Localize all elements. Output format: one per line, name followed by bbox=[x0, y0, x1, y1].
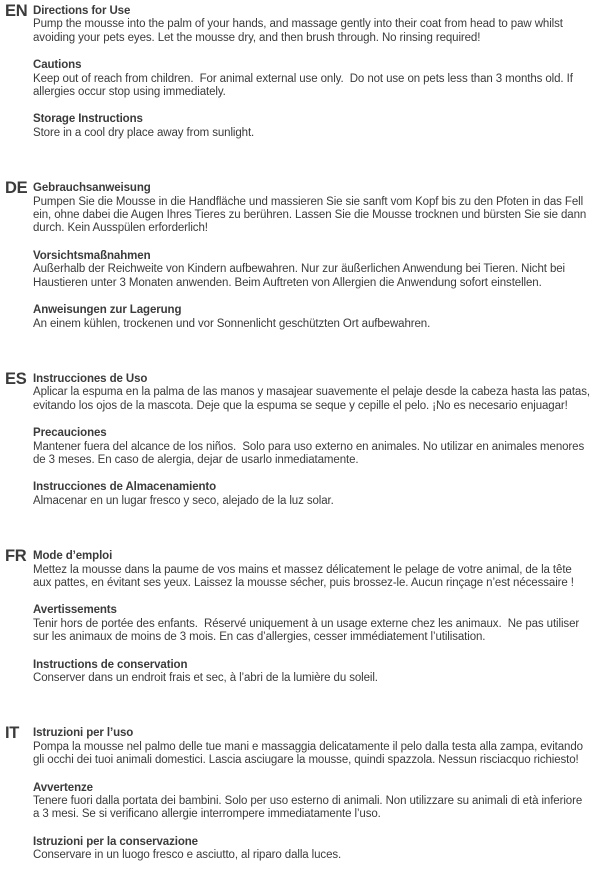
section-de bbox=[5, 179, 590, 331]
block-heading: Instrucciones de Uso bbox=[33, 372, 148, 385]
block-body: Pumpen Sie die Mousse in die Handfläche und massieren Sie sie sanft vom Kopf bis zu den Pfoten in das Fell ein, ohne dabei die Augen Ihres Tieres zu berühren. Lassen Sie die Mousse trocknen und bürsten Sie sie dann durch. Kein Ausspülen erforderlich! bbox=[33, 195, 590, 235]
directions-block bbox=[33, 5, 590, 45]
block-body: Store in a cool dry place away from sunlight. bbox=[33, 126, 255, 139]
block-body: Pompa la mousse nel palmo delle tue mani e massaggia delicatamente il pelo dalla testa alla zampa, evitando gli occhi dei tuoi animali domestici. Lascia asciugare la mousse, quindi spazzola. Nessun risciacquo richiesto! bbox=[33, 740, 587, 767]
block-heading: Avertissements bbox=[33, 604, 117, 617]
cautions-block bbox=[33, 59, 590, 99]
block-body: An einem kühlen, trockenen und vor Sonnenlicht geschützten Ort aufbewahren. bbox=[33, 317, 431, 330]
block-body: Mettez la mousse dans la paume de vos mains et massez délicatement le pelage de votre animal, de la tête aux pattes, en évitant ses yeux. Laissez la mousse sécher, puis brossez-le. Aucun rinçage n’est nécessaire ! bbox=[33, 563, 575, 589]
language-code-es: ES bbox=[5, 369, 27, 388]
block-heading: Anweisungen zur Lagerung bbox=[33, 304, 182, 317]
section-en bbox=[5, 2, 590, 140]
cautions-block bbox=[33, 782, 590, 822]
label-document bbox=[5, 2, 594, 863]
block-heading: Gebrauchsanweisung bbox=[33, 182, 151, 195]
section-it-content bbox=[28, 727, 590, 862]
section-it bbox=[5, 724, 590, 862]
section-es-content bbox=[28, 372, 594, 508]
block-heading: Cautions bbox=[33, 59, 82, 72]
block-body: Pump the mousse into the palm of your hands, and massage gently into their coat from head to paw whilst avoiding your pets eyes. Let the mousse dry, and then brush through. No rinsing required! bbox=[33, 18, 566, 44]
language-code-fr: FR bbox=[5, 547, 27, 566]
storage-block bbox=[33, 113, 590, 140]
cautions-block bbox=[33, 604, 590, 644]
block-heading: Instrucciones de Almacenamiento bbox=[33, 481, 217, 494]
cautions-block bbox=[33, 427, 590, 467]
block-heading: Avvertenze bbox=[33, 781, 93, 794]
storage-block bbox=[33, 304, 590, 331]
section-de-content bbox=[28, 182, 590, 331]
section-fr-content bbox=[28, 550, 590, 685]
directions-block bbox=[33, 372, 594, 413]
section-es bbox=[5, 369, 594, 508]
section-en-content bbox=[28, 5, 590, 140]
directions-block bbox=[33, 182, 590, 236]
block-heading: Storage Instructions bbox=[33, 113, 143, 126]
block-heading: Directions for Use bbox=[33, 5, 131, 17]
block-heading: Mode d’emploi bbox=[33, 550, 113, 563]
language-code-it: IT bbox=[5, 724, 20, 743]
storage-block bbox=[33, 659, 590, 686]
block-body: Außerhalb der Reichweite von Kindern aufbewahren. Nur zur äußerlichen Anwendung bei Tieren. Nicht bei Haustieren unter 3 Monaten anwenden. Beim Auftreten von Allergien die Anwendung sofort einstellen. bbox=[33, 263, 569, 289]
block-heading: Istruzioni per l’uso bbox=[33, 727, 134, 740]
block-body: Keep out of reach from children. For animal external use only. Do not use on pets less than 3 months old. If allergies occur stop using immediately. bbox=[33, 72, 576, 99]
block-heading: Istruzioni per la conservazione bbox=[33, 835, 198, 848]
block-body: Tenere fuori dalla portata dei bambini. Solo per uso esterno di animali. Non utilizzare su animali di età inferiore a 3 mesi. Se si verificano allergie interrompere immediatamente l’uso. bbox=[33, 795, 586, 821]
block-heading: Instructions de conservation bbox=[33, 658, 188, 671]
language-code-en: EN bbox=[5, 2, 28, 20]
block-body: Conservare in un luogo fresco e asciutto, al riparo dalla luces. bbox=[33, 849, 342, 862]
directions-block bbox=[33, 550, 590, 590]
block-heading: Vorsichtsmaßnahmen bbox=[33, 249, 151, 262]
cautions-block bbox=[33, 250, 590, 290]
block-body: Tenir hors de portée des enfants. Réservé uniquement à un usage externe chez les animaux. Ne pas utiliser sur les animaux de moins de 3 mois. En cas d’allergies, cesser immédiatement l’utilisation. bbox=[33, 617, 583, 644]
block-body: Almacenar en un lugar fresco y seco, alejado de la luz solar. bbox=[33, 494, 334, 507]
block-body: Aplicar la espuma en la palma de las manos y masajear suavemente el pelaje desde la cabeza hasta las patas, evitando los ojos de la mascota. Deje que la espuma se seque y cepille el pelo. ¡No es necesario enjuagar! bbox=[33, 386, 594, 412]
directions-block bbox=[33, 727, 590, 767]
block-body: Conserver dans un endroit frais et sec, à l’abri de la lumière du soleil. bbox=[33, 672, 378, 684]
block-body: Mantener fuera del alcance de los niños. Solo para uso externo en animales. No utilizar en animales menores de 3 meses. En caso de alergia, dejar de usarlo inmediatamente. bbox=[33, 440, 588, 466]
storage-block bbox=[33, 836, 590, 863]
storage-block bbox=[33, 481, 590, 508]
language-code-de: DE bbox=[5, 179, 28, 198]
section-fr bbox=[5, 547, 590, 685]
block-heading: Precauciones bbox=[33, 427, 107, 440]
